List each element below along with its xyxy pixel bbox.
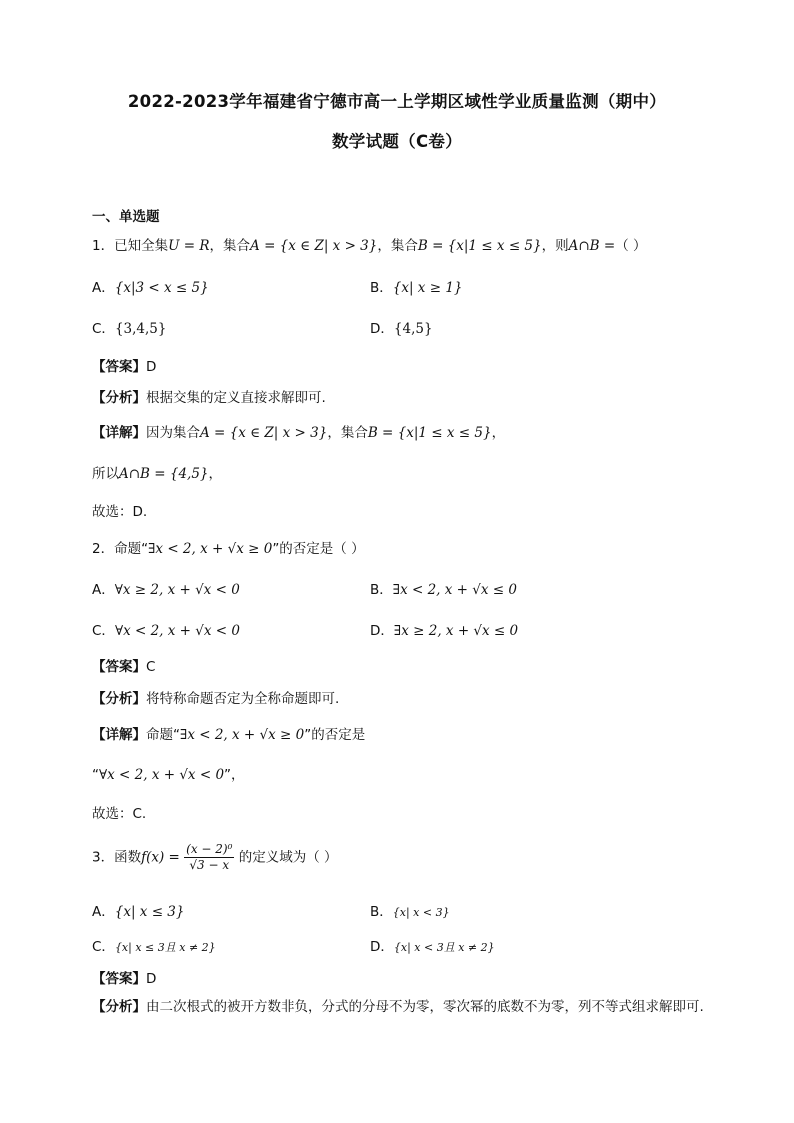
q1-conclusion: 所以A∩B = {4,5}，	[92, 466, 223, 482]
q3-analysis: 【分析】由二次根式的被开方数非负，分式的分母不为零，零次幂的底数不为零，列不等式组求解即可.	[92, 999, 704, 1015]
q3-option-a: A．{x| x ≤ 3}	[92, 904, 185, 920]
q1-choice: 故选：D.	[92, 504, 148, 520]
q1-option-c: C．{3,4,5}	[92, 321, 167, 337]
q2-option-a: A．∀x ≥ 2, x + √x < 0	[92, 582, 240, 598]
q3-fraction: $\frac{\text{(x − 2)⁰}}{√3 - x}$	[186, 842, 233, 872]
q1-option-b: B．{x| x ≥ 1}	[370, 280, 463, 296]
q2-negation: “∀x < 2, x + √x < 0”，	[92, 767, 245, 783]
q3-option-b: B．{x| x < 3}	[370, 904, 450, 920]
q2-option-c: C．∀x < 2, x + √x < 0	[92, 623, 240, 639]
q2-detail: 【详解】命题“∃x < 2, x + √x ≥ 0”的否定是	[92, 727, 366, 743]
document-title-line2: 数学试题（C卷）	[331, 132, 462, 151]
question-3-stem: 3．函数f(x) = $\frac{\text{(x − 2)⁰}}{√3 - x}$ 的定义域为（ ）	[92, 842, 338, 872]
document-title-line1: 2022-2023学年福建省宁德市高一上学期区域性学业质量监测（期中）	[127, 92, 667, 111]
q1-analysis: 【分析】根据交集的定义直接求解即可.	[92, 390, 326, 406]
section-heading: 一、单选题	[92, 209, 160, 225]
q1-answer: 【答案】D	[92, 359, 157, 375]
q1-option-d: D．{4,5}	[370, 321, 433, 337]
q1-detail: 【详解】因为集合A = {x ∈ Z| x > 3}，集合B = {x|1 ≤ x ≤ 5}，	[92, 425, 506, 441]
question-1-stem: 1．已知全集U = R，集合A = {x ∈ Z| x > 3}，集合B = {x|1 ≤ x ≤ 5}，则A∩B =（ ）	[92, 238, 647, 254]
q2-option-b: B．∃x < 2, x + √x ≤ 0	[370, 582, 517, 598]
q2-option-d: D．∃x ≥ 2, x + √x ≤ 0	[370, 623, 519, 639]
q3-option-c: C．{x| x ≤ 3且 x ≠ 2}	[92, 939, 216, 955]
question-2-stem: 2．命题“∃x < 2, x + √x ≥ 0”的否定是（ ）	[92, 541, 365, 557]
q3-option-d: D．{x| x < 3且 x ≠ 2}	[370, 939, 495, 955]
q1-option-a: A．{x|3 < x ≤ 5}	[92, 280, 209, 296]
q2-answer: 【答案】C	[92, 659, 156, 675]
q2-analysis: 【分析】将特称命题否定为全称命题即可.	[92, 691, 340, 707]
q3-answer: 【答案】D	[92, 971, 157, 987]
q2-choice: 故选：C.	[92, 806, 147, 822]
